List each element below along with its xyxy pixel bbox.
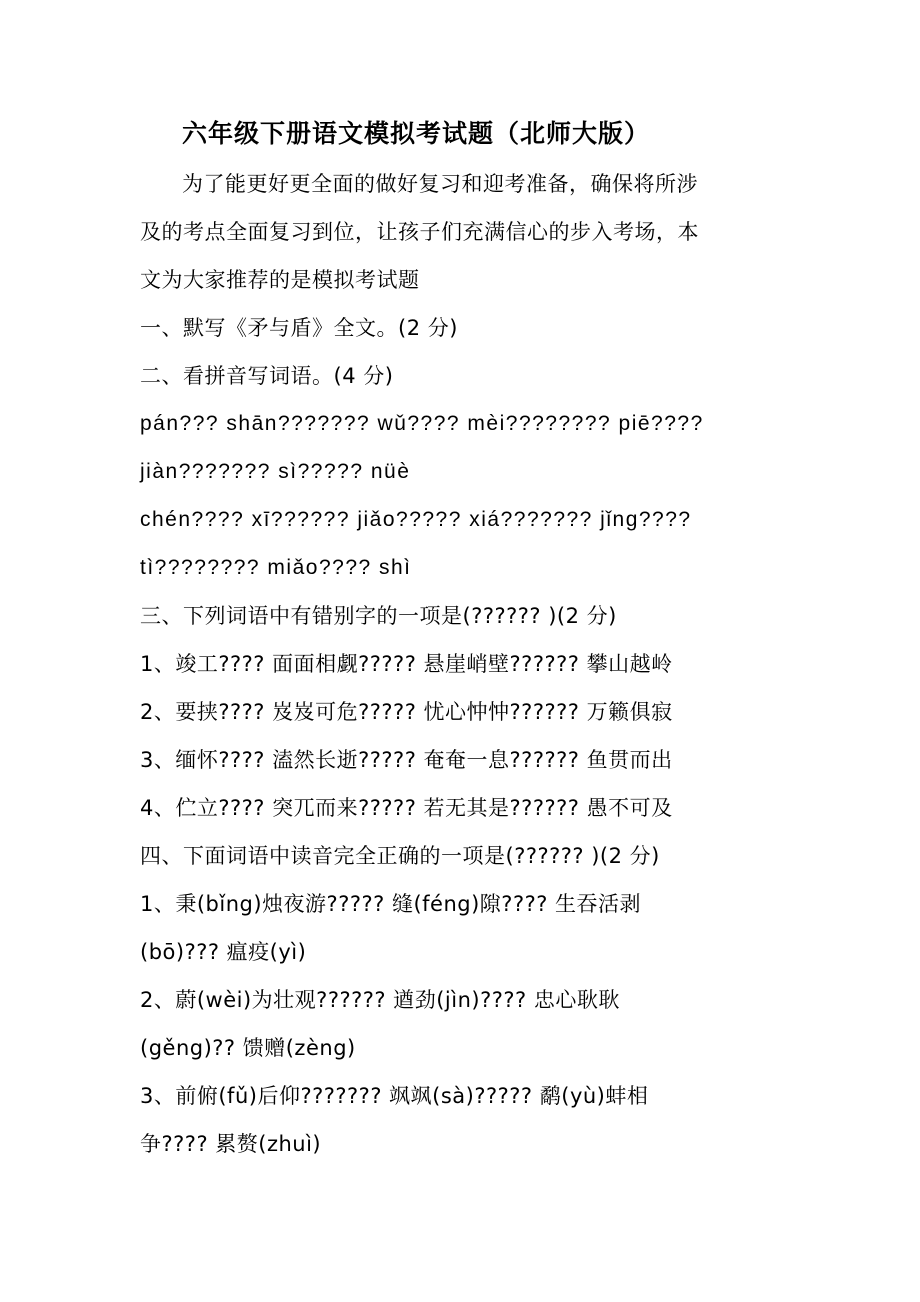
section-heading: 二、看拼音写词语。(4 分) <box>140 364 394 388</box>
pinyin-line: tì???????? miǎo???? shì <box>140 556 412 579</box>
option-line: 2、要挟???? 岌岌可危????? 忧心忡忡?????? 万籁俱寂 <box>140 700 673 724</box>
intro-line: 文为大家推荐的是模拟考试题 <box>140 268 420 292</box>
section-heading: 四、下面词语中读音完全正确的一项是(?????? )(2 分) <box>140 844 660 868</box>
intro-paragraph <box>140 160 800 304</box>
option-line: 3、缅怀???? 溘然长逝????? 奄奄一息?????? 鱼贯而出 <box>140 748 673 772</box>
section-heading: 三、下列词语中有错别字的一项是(?????? )(2 分) <box>140 604 617 628</box>
option-line: (bō)??? 瘟疫(yì) <box>140 940 307 964</box>
pinyin-line: chén???? xī?????? jiǎo????? xiá??????? jǐng???? <box>140 508 692 531</box>
document-page <box>140 112 800 1168</box>
section-2 <box>140 352 800 592</box>
section-3 <box>140 592 800 832</box>
option-line: 3、前俯(fǔ)后仰??????? 飒飒(sà)????? 鹬(yù)蚌相 <box>140 1084 649 1108</box>
option-line: 1、秉(bǐng)烛夜游????? 缝(féng)隙???? 生吞活剥 <box>140 892 642 916</box>
section-1 <box>140 304 800 352</box>
pinyin-line: pán??? shān??????? wǔ???? mèi???????? piē???? <box>140 412 704 435</box>
section-heading: 一、默写《矛与盾》全文。(2 分) <box>140 316 458 340</box>
option-line: 1、竣工???? 面面相觑????? 悬崖峭壁?????? 攀山越岭 <box>140 652 673 676</box>
option-line: 2、蔚(wèi)为壮观?????? 遒劲(jìn)???? 忠心耿耿 <box>140 988 620 1012</box>
section-4 <box>140 832 800 1168</box>
option-line: (gěng)?? 馈赠(zèng) <box>140 1036 356 1060</box>
document-title: 六年级下册语文模拟考试题（北师大版） <box>182 119 651 148</box>
pinyin-line: jiàn??????? sì????? nüè <box>140 460 411 483</box>
option-line: 争???? 累赘(zhuì) <box>140 1132 322 1156</box>
intro-line: 为了能更好更全面的做好复习和迎考准备，确保将所涉 <box>182 172 698 196</box>
option-line: 4、伫立???? 突兀而来????? 若无其是?????? 愚不可及 <box>140 796 673 820</box>
intro-line: 及的考点全面复习到位，让孩子们充满信心的步入考场，本 <box>140 220 699 244</box>
